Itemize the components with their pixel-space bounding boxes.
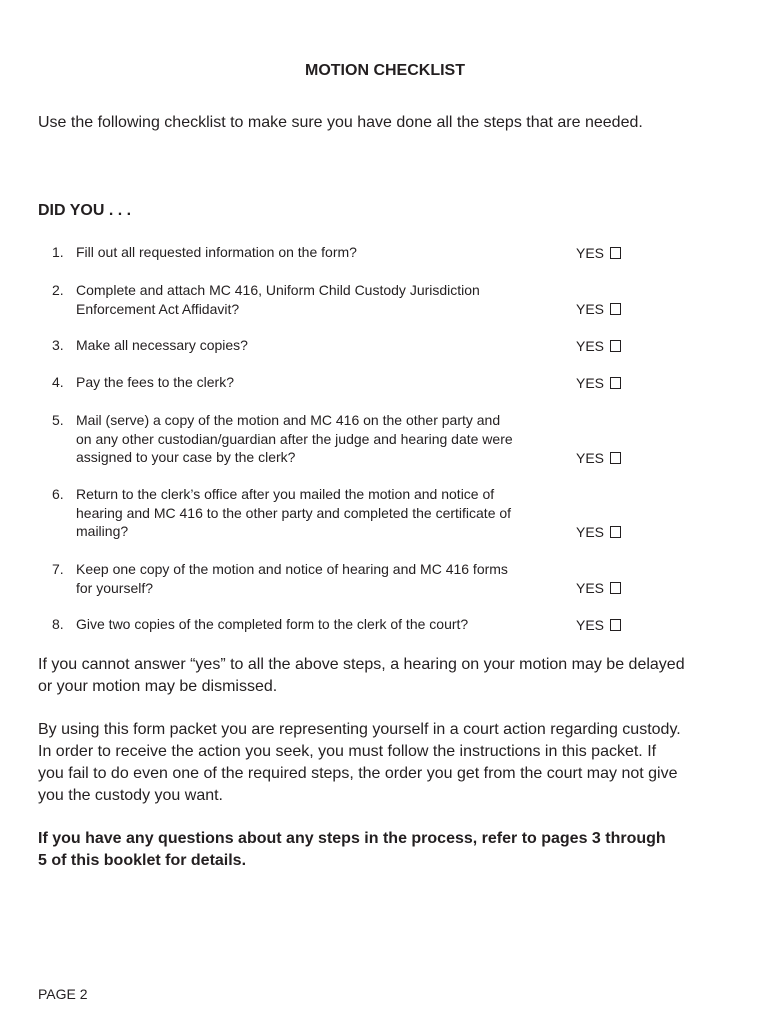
paragraph-line: 5 of this booklet for details. (38, 852, 247, 869)
yes-option (576, 449, 621, 468)
page-number: PAGE 2 (38, 986, 88, 1002)
item-text-line: Give two copies of the completed form to the clerk of the court? (76, 616, 469, 632)
warning-paragraph (38, 654, 738, 698)
item-text-line: Pay the fees to the clerk? (76, 374, 234, 390)
item-text (76, 411, 556, 467)
yes-label: YES (576, 579, 605, 596)
item-number: 5. (52, 412, 64, 428)
yes-label: YES (576, 523, 605, 540)
yes-checkbox[interactable] (610, 340, 621, 352)
item-number: 4. (52, 374, 64, 390)
paragraph-line: or your motion may be dismissed. (38, 678, 278, 695)
checklist-item-7 (52, 560, 692, 597)
item-text-line: for yourself? (76, 579, 154, 596)
paragraph-line: you fail to do even one of the required steps, the order you get from the court may not give (38, 765, 678, 782)
item-text-line: on any other custodian/guardian after the judge and hearing date were (76, 430, 513, 447)
yes-option (576, 337, 621, 356)
item-number: 6. (52, 486, 64, 502)
yes-label: YES (576, 244, 605, 261)
paragraph-line: If you cannot answer “yes” to all the above steps, a hearing on your motion may be delayed (38, 656, 685, 673)
yes-checkbox[interactable] (610, 377, 621, 389)
item-text-line: Mail (serve) a copy of the motion and MC 416 on the other party and (76, 412, 501, 428)
checklist-item-6 (52, 485, 692, 541)
checklist-item-4 (52, 373, 692, 392)
item-number: 3. (52, 337, 64, 353)
yes-checkbox[interactable] (610, 526, 621, 538)
yes-checkbox[interactable] (610, 303, 621, 315)
item-text-line: Fill out all requested information on the form? (76, 244, 357, 260)
questions-paragraph (38, 828, 738, 872)
item-text (76, 560, 556, 597)
yes-label: YES (576, 449, 605, 466)
item-number: 2. (52, 282, 64, 298)
checklist-item-2 (52, 281, 692, 318)
checklist-item-5 (52, 411, 692, 467)
checklist-item-3 (52, 336, 692, 355)
item-text-line: mailing? (76, 523, 129, 539)
item-number: 1. (52, 244, 64, 260)
yes-label: YES (576, 337, 605, 354)
checklist-item-8 (52, 615, 692, 634)
yes-option (576, 374, 621, 393)
item-text (76, 336, 556, 355)
yes-option (576, 579, 621, 598)
item-text-line: hearing and MC 416 to the other party and completed the certificate of (76, 504, 512, 521)
item-text (76, 243, 556, 262)
item-text (76, 485, 556, 541)
yes-checkbox[interactable] (610, 582, 621, 594)
checklist-item-1 (52, 243, 692, 262)
item-text (76, 373, 556, 392)
item-text (76, 281, 556, 318)
yes-label: YES (576, 374, 605, 391)
did-you-heading: DID YOU . . . (38, 202, 132, 219)
yes-option (576, 300, 621, 319)
yes-option (576, 244, 621, 263)
yes-option (576, 616, 621, 635)
item-text-line: Make all necessary copies? (76, 337, 248, 353)
item-number: 8. (52, 616, 64, 632)
yes-option (576, 523, 621, 542)
paragraph-line: you the custody you want. (38, 787, 223, 804)
representation-paragraph (38, 719, 738, 807)
yes-checkbox[interactable] (610, 247, 621, 259)
intro-text: Use the following checklist to make sure you have done all the steps that are needed. (38, 114, 643, 131)
item-text-line: Complete and attach MC 416, Uniform Child Custody Jurisdiction (76, 282, 480, 298)
item-text-line: Return to the clerk’s office after you mailed the motion and notice of (76, 486, 495, 502)
paragraph-line: In order to receive the action you seek, you must follow the instructions in this packet. If (38, 743, 657, 760)
yes-checkbox[interactable] (610, 619, 621, 631)
item-text-line: Enforcement Act Affidavit? (76, 300, 240, 317)
item-text (76, 615, 556, 634)
item-number: 7. (52, 561, 64, 577)
item-text-line: assigned to your case by the clerk? (76, 449, 296, 465)
item-text-line: Keep one copy of the motion and notice of hearing and MC 416 forms (76, 561, 508, 577)
paragraph-line: By using this form packet you are representing yourself in a court action regarding custody. (38, 721, 681, 738)
yes-label: YES (576, 616, 605, 633)
yes-checkbox[interactable] (610, 452, 621, 464)
yes-label: YES (576, 300, 605, 317)
page-title: MOTION CHECKLIST (305, 62, 465, 79)
paragraph-line: If you have any questions about any steps in the process, refer to pages 3 through (38, 830, 666, 847)
